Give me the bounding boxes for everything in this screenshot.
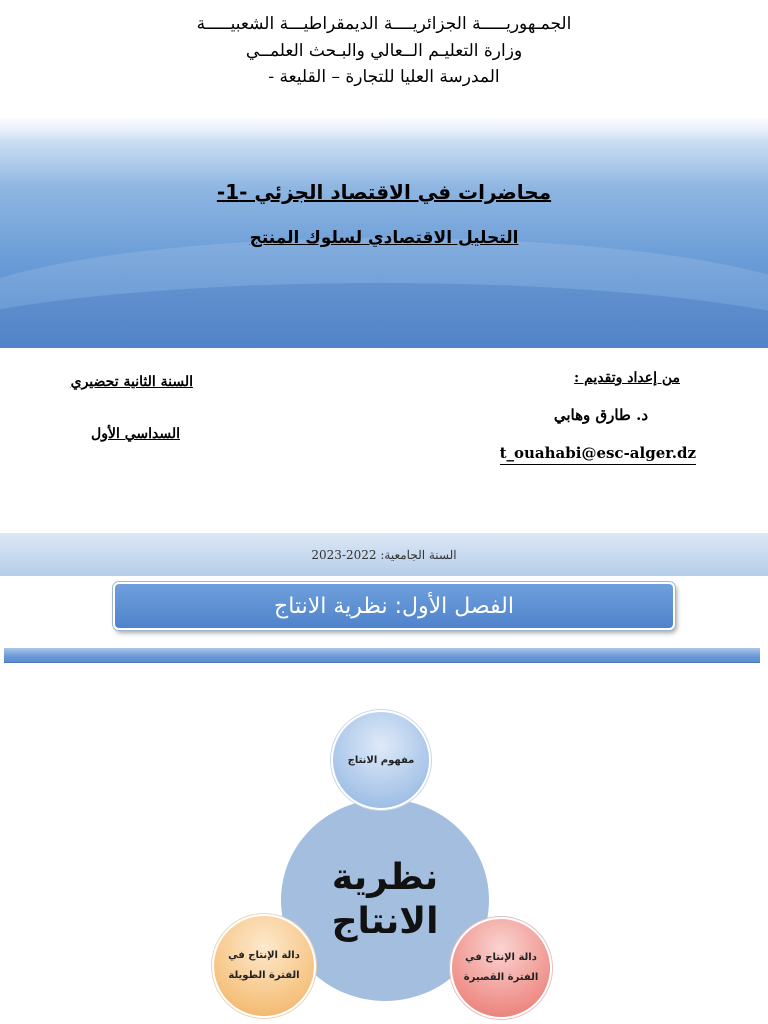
- diagram-concept-label: مفهوم الانتاج: [347, 754, 415, 766]
- diagram-long-run-circle: [212, 914, 316, 1018]
- republic-name: الجمـهوريـــــة الجزائريــــة الديمقراطيـــة الشعبيـــــة: [196, 14, 572, 34]
- academic-year: السنة الجامعية: 2022-2023: [311, 547, 457, 562]
- diagram-long-run-line2: الفترة الطويلة: [228, 970, 300, 981]
- title-banner: [0, 118, 768, 348]
- chapter-title-box: [113, 582, 675, 630]
- lecture-subtitle: التحليل الاقتصادي لسلوك المنتج: [249, 228, 519, 248]
- author-email[interactable]: t_ouahabi@esc-alger.dz: [500, 444, 696, 465]
- banner-shine: [0, 118, 768, 140]
- diagram-concept-circle: [331, 710, 431, 810]
- diagram-long-run-line1: دالة الإنتاج في: [228, 950, 300, 961]
- chapter-title: الفصل الأول: نظرية الانتاج: [274, 593, 514, 619]
- diagram-center-line2: الانتاج: [331, 901, 439, 942]
- study-level: السنة الثانية تحضيري: [70, 374, 193, 390]
- diagram-short-run-line2: الفترة القصيرة: [463, 972, 539, 983]
- school-name: المدرسة العليا للتجارة – القليعة -: [268, 67, 500, 87]
- diagram-short-run-circle: [450, 917, 552, 1019]
- ministry-name: وزارة التعليـم الــعالي والبـحث العلمــي: [245, 41, 523, 61]
- author-name: د. طارق وهابي: [553, 406, 648, 424]
- academic-year-bar: [0, 533, 768, 576]
- semester: السداسي الأول: [91, 426, 180, 442]
- section-divider: [4, 648, 760, 663]
- prepared-by-label: من إعداد وتقديم :: [574, 370, 680, 386]
- diagram-center-line1: نظرية: [331, 857, 439, 898]
- lecture-title: محاضرات في الاقتصاد الجزئي -1-: [216, 180, 552, 204]
- diagram-short-run-line1: دالة الإنتاج في: [465, 952, 537, 963]
